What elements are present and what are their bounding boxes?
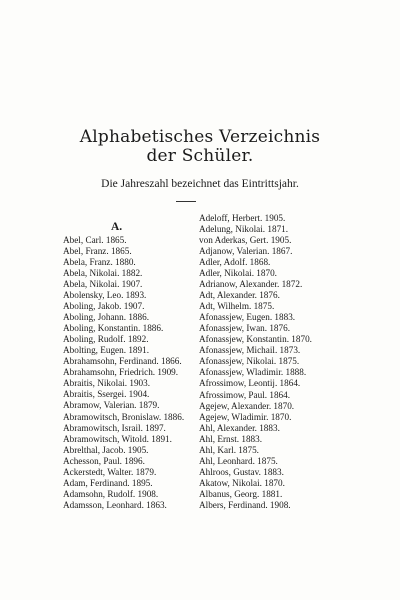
list-item: Aboling, Johann. 1886.: [63, 312, 150, 323]
list-item: Aboling, Konstantin. 1886.: [63, 323, 164, 334]
list-item: Abrahamsohn, Ferdinand. 1866.: [63, 356, 182, 367]
list-item: Adjanow, Valerian. 1867.: [199, 246, 293, 257]
list-item: Afonassjew, Konstantin. 1870.: [199, 334, 312, 345]
left-column: [63, 235, 184, 511]
list-item: Afonassjew, Eugen. 1883.: [199, 312, 296, 323]
list-item: Adler, Adolf. 1868.: [199, 257, 271, 268]
list-item: Adrianow, Alexander. 1872.: [199, 279, 303, 290]
list-item: Abela, Nikolai. 1907.: [63, 279, 143, 290]
list-item: Abraitis, Nikolai. 1903.: [63, 378, 151, 389]
section-letter: A.: [111, 221, 123, 233]
list-item: Abrelthal, Jacob. 1905.: [63, 444, 149, 455]
list-item: Adelung, Nikolai. 1871.: [199, 224, 289, 235]
list-item: Abramow, Valerian. 1879.: [63, 400, 160, 411]
list-item: Agejew, Alexander. 1870.: [199, 400, 295, 411]
list-item: Albanus, Georg. 1881.: [199, 488, 283, 499]
subtitle: Die Jahreszahl bezeichnet das Eintrittsjahr.: [101, 178, 299, 190]
list-item: Adam, Ferdinand. 1895.: [63, 477, 153, 488]
list-item: Adt, Wilhelm. 1875.: [199, 301, 275, 312]
list-item: Abela, Nikolai. 1882.: [63, 268, 143, 279]
list-item: Agejew, Wladimir. 1870.: [199, 411, 292, 422]
list-item: Abramowitsch, Witold. 1891.: [63, 433, 172, 444]
list-item: Adamsohn, Rudolf. 1908.: [63, 488, 159, 499]
list-item: Aboling, Rudolf. 1892.: [63, 334, 149, 345]
list-item: Achesson, Paul. 1896.: [63, 455, 145, 466]
list-item: Abramowitsch, Bronislaw. 1886.: [63, 411, 185, 422]
list-item: Adler, Nikolai. 1870.: [199, 268, 277, 279]
list-item: Ahl, Ernst. 1883.: [199, 433, 263, 444]
page-title: Alphabetisches Verzeichnis: [79, 127, 321, 147]
divider: [176, 201, 196, 202]
list-item: Abela, Franz. 1880.: [63, 257, 136, 268]
list-item: Abramowitsch, Israil. 1897.: [63, 422, 166, 433]
list-item: Afonassjew, Iwan. 1876.: [199, 323, 291, 334]
list-item: Abraitis, Ssergei. 1904.: [63, 389, 150, 400]
list-item: Abel, Franz. 1865.: [63, 246, 132, 257]
page-title-second-line: der Schüler.: [146, 146, 254, 166]
list-item: Afonassjew, Michail. 1873.: [199, 345, 301, 356]
list-item: Afrossimow, Leontij. 1864.: [199, 378, 301, 389]
list-item: Abrahamsohn, Friedrich. 1909.: [63, 367, 179, 378]
list-item: Adamsson, Leonhard. 1863.: [63, 499, 167, 510]
list-item: Abolensky, Leo. 1893.: [63, 290, 147, 301]
list-item: Ahl, Leonhard. 1875.: [199, 455, 278, 466]
list-item: von Aderkas, Gert. 1905.: [199, 235, 292, 246]
list-item: Abel, Carl. 1865.: [63, 235, 127, 245]
list-item: Ahlroos, Gustav. 1883.: [199, 466, 284, 477]
list-item: Ahl, Karl. 1875.: [199, 444, 259, 455]
list-item: Abolting, Eugen. 1891.: [63, 345, 149, 356]
list-item: Albers, Ferdinand. 1908.: [199, 499, 291, 510]
list-item: Ahl, Alexander. 1883.: [199, 422, 280, 433]
list-item: Ackerstedt, Walter. 1879.: [63, 466, 157, 477]
list-item: Adt, Alexander. 1876.: [199, 290, 280, 301]
list-item: Aboling, Jakob. 1907.: [63, 301, 145, 312]
list-item: Afrossimow, Paul. 1864.: [199, 389, 291, 400]
list-item: Akatow, Nikolai. 1870.: [199, 477, 285, 488]
list-item: Adeloff, Herbert. 1905.: [199, 213, 286, 223]
right-column: [199, 213, 312, 511]
list-item: Afonassjew, Nikolai. 1875.: [199, 356, 300, 367]
list-item: Afonassjew, Wladimir. 1888.: [199, 367, 307, 378]
